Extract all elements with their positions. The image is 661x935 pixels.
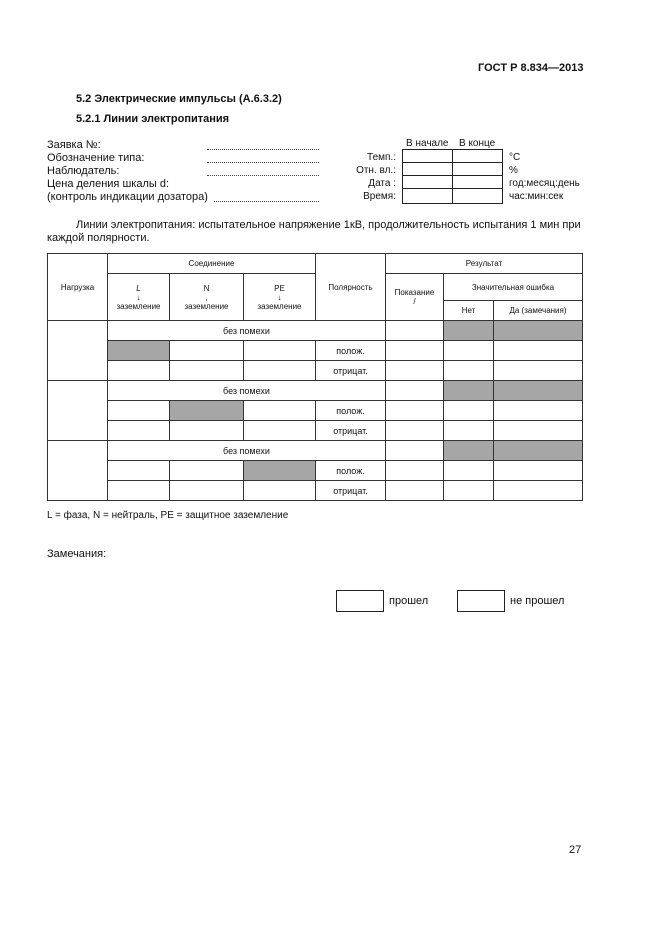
polarity-header: Полярность — [316, 254, 386, 321]
yes-cell[interactable] — [494, 361, 583, 381]
humidity-label: Отн. вл.: — [356, 165, 396, 176]
l-label: L — [136, 283, 141, 293]
date-unit: год:месяц:день — [509, 178, 580, 189]
reading-cell[interactable] — [386, 421, 444, 441]
temp-label: Темп.: — [367, 152, 396, 163]
reading-label: Показание — [394, 288, 435, 297]
shaded-cell — [494, 441, 583, 461]
yes-cell[interactable] — [494, 341, 583, 361]
control-label: (контроль индикации дозатора) — [47, 191, 208, 203]
connection-cell[interactable] — [170, 481, 244, 501]
connection-cell[interactable] — [244, 361, 316, 381]
pe-header: PE ↓ заземление — [244, 274, 316, 321]
temp-unit: °C — [509, 152, 521, 163]
connection-cell[interactable] — [244, 341, 316, 361]
shaded-cell — [108, 341, 170, 361]
no-cell[interactable] — [444, 461, 494, 481]
connection-cell[interactable] — [170, 461, 244, 481]
load-cell-3[interactable] — [48, 441, 108, 501]
application-field[interactable] — [207, 149, 319, 150]
result-header: Результат — [386, 254, 583, 274]
date-end-box[interactable] — [452, 175, 503, 189]
paragraph-line-2: каждой полярности. — [47, 232, 150, 244]
yes-cell[interactable] — [494, 401, 583, 421]
shaded-cell — [170, 401, 244, 421]
reading-cell[interactable] — [386, 441, 444, 461]
humidity-start-box[interactable] — [402, 162, 453, 176]
no-cell[interactable] — [444, 341, 494, 361]
not-passed-label: не прошел — [510, 595, 565, 607]
no-cell[interactable] — [444, 401, 494, 421]
time-unit: час:мин:сек — [509, 191, 564, 202]
date-start-box[interactable] — [402, 175, 453, 189]
reading-cell[interactable] — [386, 361, 444, 381]
no-header: Нет — [444, 301, 494, 321]
reading-cell[interactable] — [386, 401, 444, 421]
connection-cell[interactable] — [170, 421, 244, 441]
temp-start-box[interactable] — [402, 149, 453, 163]
connection-cell[interactable] — [108, 401, 170, 421]
connection-cell[interactable] — [244, 401, 316, 421]
connection-cell[interactable] — [170, 341, 244, 361]
col-end: В конце — [459, 138, 496, 149]
observer-label: Наблюдатель: — [47, 165, 120, 177]
sig-error-header: Значительная ошибка — [444, 274, 583, 301]
application-label: Заявка №: — [47, 139, 101, 151]
humidity-unit: % — [509, 165, 518, 176]
time-label: Время: — [363, 191, 396, 202]
no-cell[interactable] — [444, 421, 494, 441]
document-code: ГОСТ Р 8.834—2013 — [478, 62, 584, 74]
connection-cell[interactable] — [108, 461, 170, 481]
legend: L = фаза, N = нейтраль, PE = защитное заземление — [47, 510, 289, 521]
temp-end-box[interactable] — [452, 149, 503, 163]
shaded-cell — [494, 321, 583, 341]
polarity-neg: отрицат. — [316, 481, 386, 501]
passed-checkbox[interactable] — [336, 590, 384, 612]
n-header: N , заземление — [170, 274, 244, 321]
yes-cell[interactable] — [494, 481, 583, 501]
n-label: N — [203, 283, 210, 293]
passed-label: прошел — [389, 595, 429, 607]
no-interference-2: без помехи — [108, 381, 386, 401]
connection-header: Соединение — [108, 254, 316, 274]
no-interference-1: без помехи — [108, 321, 386, 341]
shaded-cell — [444, 441, 494, 461]
n-grounding: заземление — [184, 301, 229, 311]
pe-label: PE — [274, 283, 285, 293]
reading-header — [386, 274, 444, 321]
time-start-box[interactable] — [402, 188, 453, 204]
col-start: В начале — [406, 138, 449, 149]
time-end-box[interactable] — [452, 188, 503, 204]
shaded-cell — [444, 321, 494, 341]
reading-cell[interactable] — [386, 461, 444, 481]
no-cell[interactable] — [444, 361, 494, 381]
type-field[interactable] — [207, 162, 319, 163]
connection-cell[interactable] — [108, 361, 170, 381]
reading-cell[interactable] — [386, 341, 444, 361]
yes-remarks-header: Да (замечания) — [494, 301, 583, 321]
observer-field[interactable] — [207, 175, 319, 176]
l-grounding: заземление — [116, 301, 161, 311]
connection-cell[interactable] — [244, 421, 316, 441]
l-header: L ↓ заземление — [108, 274, 170, 321]
control-field[interactable] — [214, 201, 319, 202]
type-label: Обозначение типа: — [47, 152, 145, 164]
polarity-pos: полож. — [316, 401, 386, 421]
connection-cell[interactable] — [244, 481, 316, 501]
connection-cell[interactable] — [170, 361, 244, 381]
polarity-pos: полож. — [316, 341, 386, 361]
no-interference-3: без помехи — [108, 441, 386, 461]
subsection-title: 5.2.1 Линии электропитания — [76, 113, 230, 125]
paragraph-line-1: Линии электропитания: испытательное напряжение 1кВ, продолжительность испытания 1 мин при — [76, 219, 581, 231]
pe-grounding: заземление — [257, 301, 302, 311]
reading-cell[interactable] — [386, 321, 444, 341]
shaded-cell — [244, 461, 316, 481]
load-cell-2[interactable] — [48, 381, 108, 441]
reading-sep: / — [413, 297, 416, 306]
reading-cell[interactable] — [386, 381, 444, 401]
shaded-cell — [444, 381, 494, 401]
remarks-label: Замечания: — [47, 548, 107, 560]
connection-cell[interactable] — [108, 481, 170, 501]
polarity-neg: отрицат. — [316, 361, 386, 381]
yes-cell[interactable] — [494, 421, 583, 441]
yes-cell[interactable] — [494, 461, 583, 481]
section-title: 5.2 Электрические импульсы (А.6.3.2) — [76, 93, 282, 105]
connection-cell[interactable] — [108, 421, 170, 441]
humidity-end-box[interactable] — [452, 162, 503, 176]
polarity-pos: полож. — [316, 461, 386, 481]
results-table — [47, 253, 583, 501]
polarity-neg: отрицат. — [316, 421, 386, 441]
load-header: Нагрузка — [48, 254, 108, 321]
no-cell[interactable] — [444, 481, 494, 501]
load-cell-1[interactable] — [48, 321, 108, 381]
page-number: 27 — [569, 844, 582, 856]
not-passed-checkbox[interactable] — [457, 590, 505, 612]
scale-division-label: Цена деления шкалы d: — [47, 178, 169, 190]
shaded-cell — [494, 381, 583, 401]
date-label: Дата : — [368, 178, 396, 189]
reading-cell[interactable] — [386, 481, 444, 501]
